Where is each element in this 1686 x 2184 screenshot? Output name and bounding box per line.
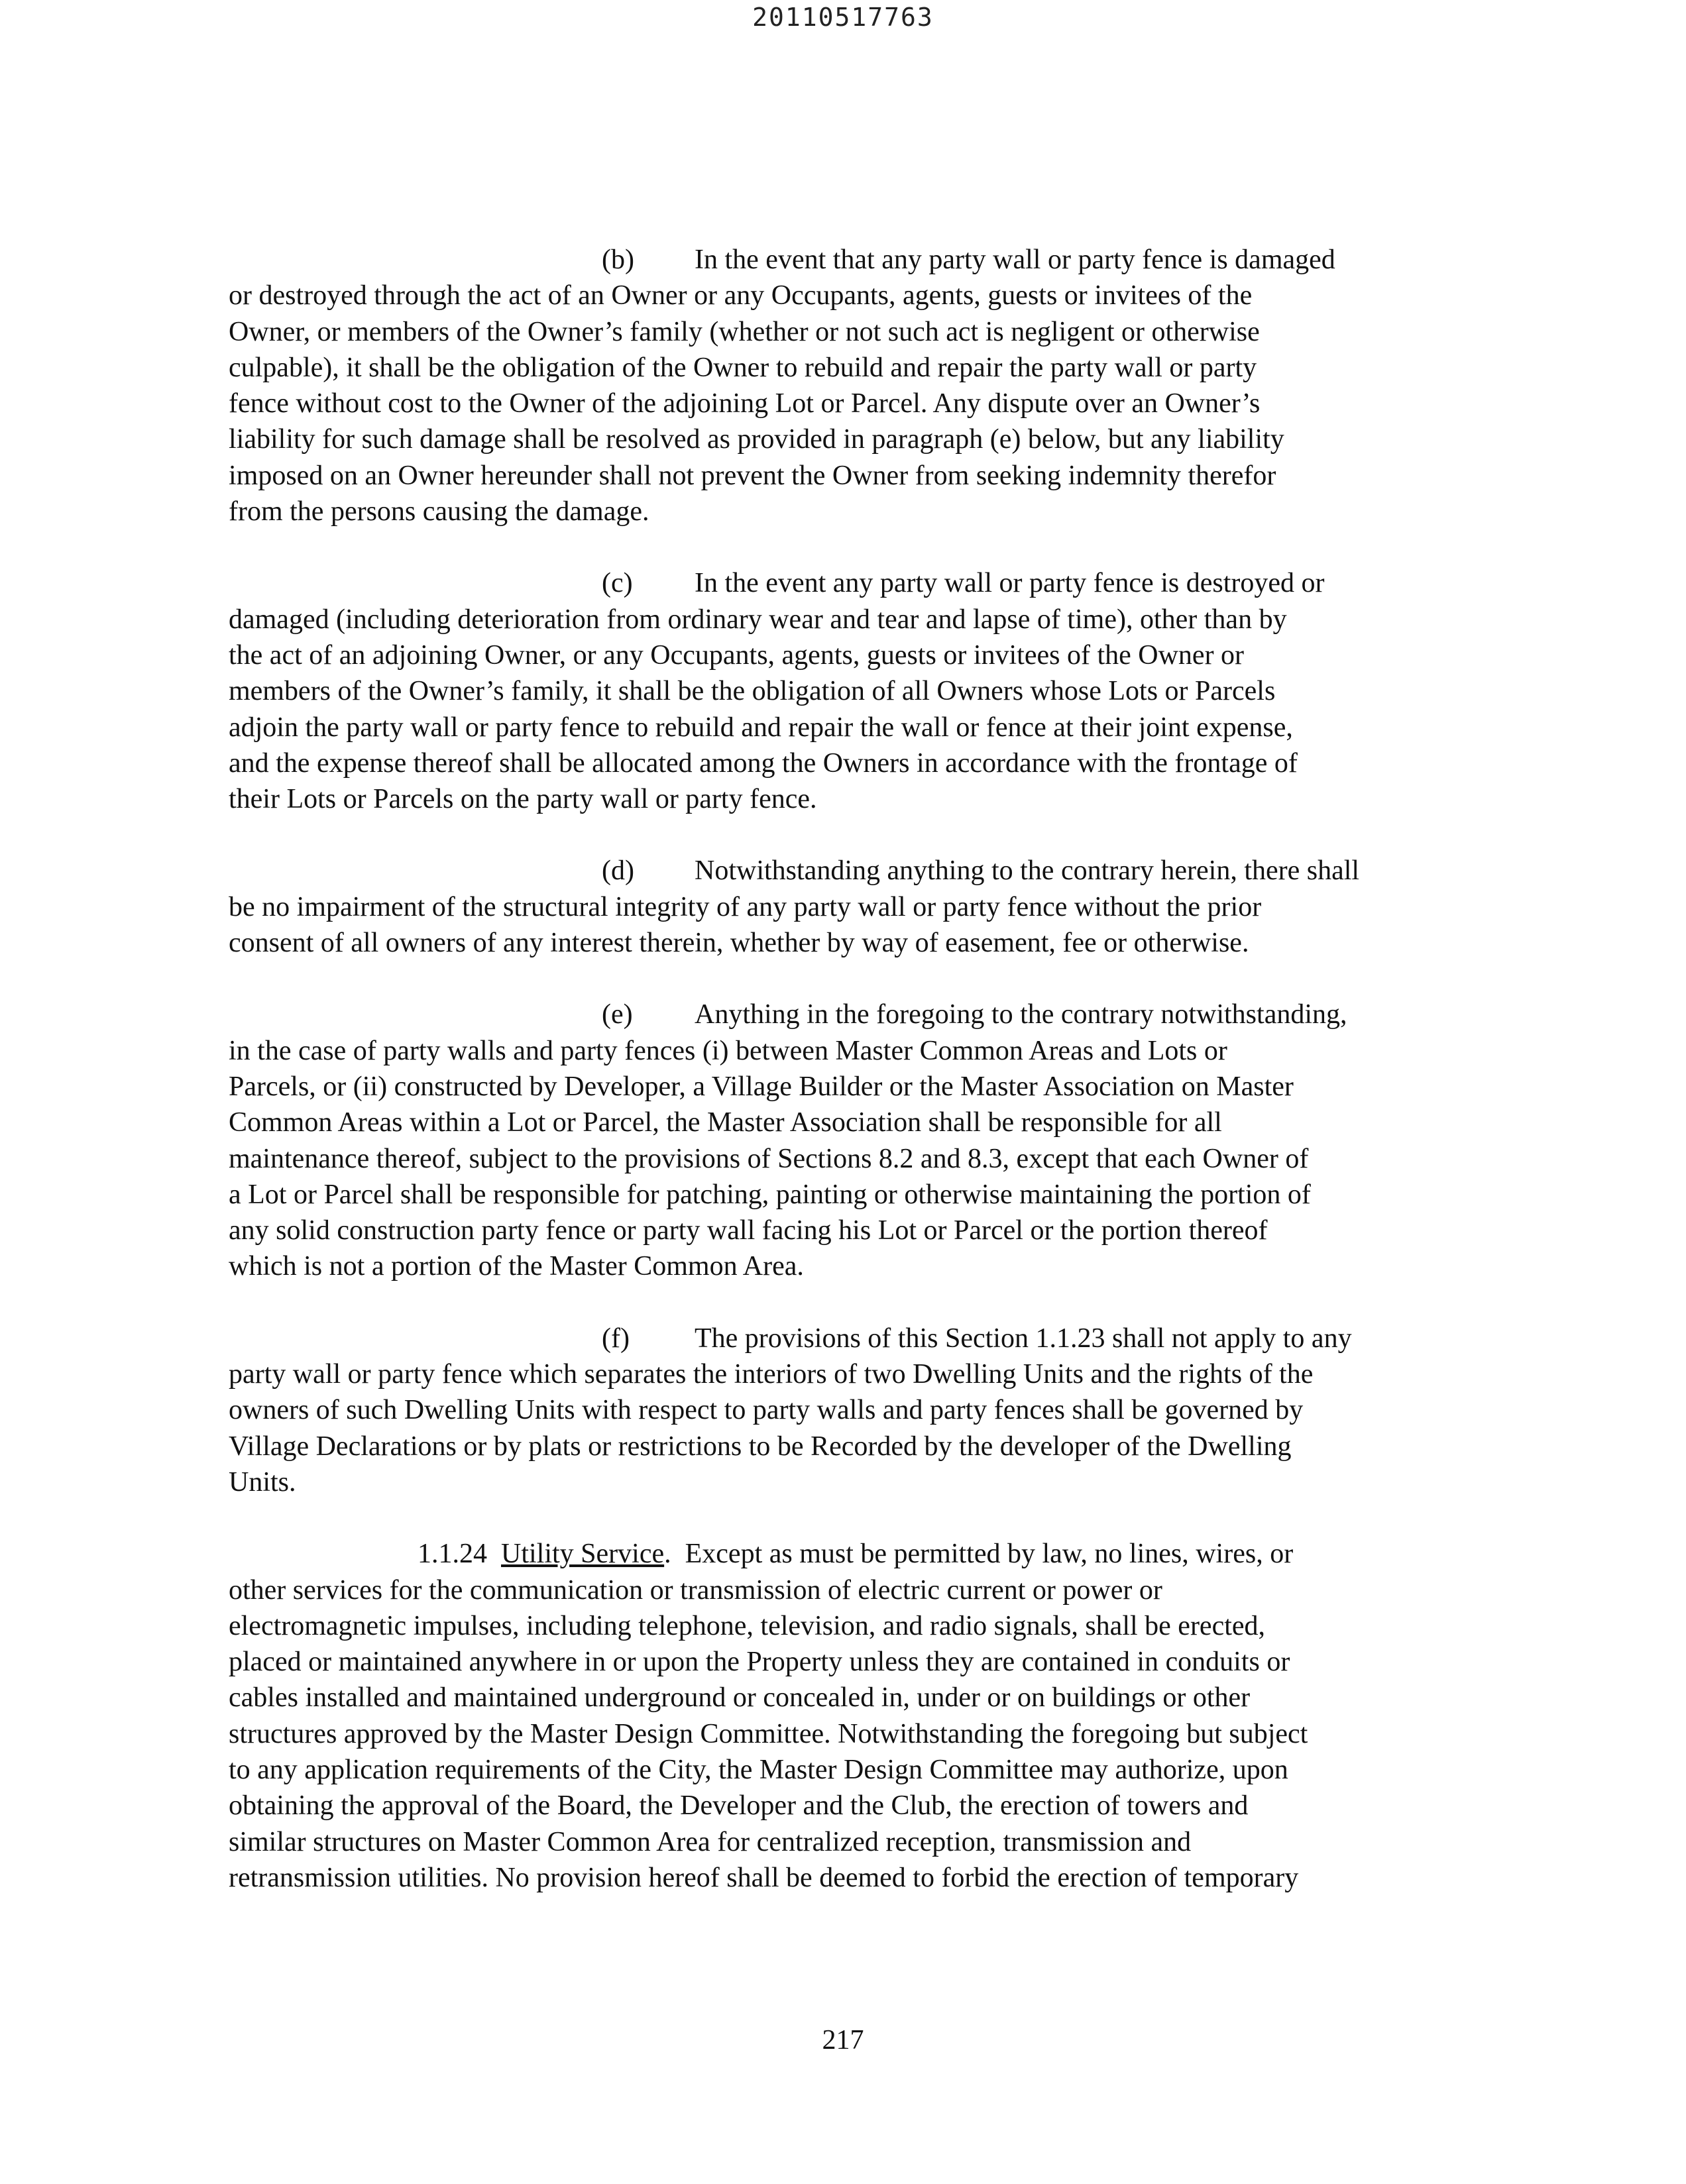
section-line: cables installed and maintained underground or concealed in, under or on buildings or other — [229, 1682, 1251, 1714]
paragraph-label: (b) — [602, 245, 634, 275]
paragraph-line: Notwithstanding anything to the contrary herein, there shall — [695, 855, 1360, 887]
section-line: electromagnetic impulses, including telephone, television, and radio signals, shall be erected, — [229, 1610, 1266, 1641]
paragraph-line: owners of such Dwelling Units with respect to party walls and party fences shall be governed by — [229, 1395, 1304, 1426]
paragraph-line: Owner, or members of the Owner’s family (whether or not such act is negligent or otherwise — [229, 316, 1260, 347]
paragraph-line: their Lots or Parcels on the party wall or party fence. — [229, 784, 817, 815]
paragraph-line: the act of an adjoining Owner, or any Occupants, agents, guests or invitees of the Owner or — [229, 639, 1245, 671]
section-1-1-24 — [229, 1536, 1458, 1896]
paragraph-line: Units. — [229, 1466, 296, 1498]
paragraph-line: members of the Owner’s family, it shall be the obligation of all Owners whose Lots or Parcels — [229, 676, 1276, 707]
paragraph-first-line — [229, 1321, 1458, 1356]
page-number: 217 — [822, 2025, 864, 2055]
paragraph-e — [229, 997, 1458, 1284]
section-line: obtaining the approval of the Board, the Developer and the Club, the erection of towers and — [229, 1790, 1249, 1822]
paragraph-label: (e) — [602, 999, 633, 1030]
section-line: to any application requirements of the City, the Master Design Committee may authorize, upon — [229, 1754, 1288, 1785]
section-number: 1.1.24 — [418, 1539, 487, 1570]
paragraph-line: a Lot or Parcel shall be responsible for patching, painting or otherwise maintaining the portion of — [229, 1179, 1311, 1210]
document-number: 20110517763 — [752, 3, 934, 32]
paragraph-line: fence without cost to the Owner of the adjoining Lot or Parcel. Any dispute over an Owner’s — [229, 388, 1261, 419]
paragraph-line: party wall or party fence which separates the interiors of two Dwelling Units and the rights of the — [229, 1359, 1314, 1390]
paragraph-label: (f) — [602, 1323, 630, 1354]
section-line: placed or maintained anywhere in or upon the Property unless they are contained in conduits or — [229, 1647, 1290, 1678]
paragraph-line: consent of all owners of any interest therein, whether by way of easement, fee or otherwise. — [229, 928, 1249, 959]
paragraph-first-line — [229, 853, 1458, 889]
paragraph-line: which is not a portion of the Master Common Area. — [229, 1251, 804, 1282]
paragraph-line: be no impairment of the structural integrity of any party wall or party fence without the prior — [229, 891, 1262, 922]
section-first-line — [229, 1536, 1458, 1572]
page-body — [229, 242, 1458, 1932]
paragraph-line: and the expense thereof shall be allocated among the Owners in accordance with the frontage of — [229, 747, 1298, 779]
paragraph-line: maintenance thereof, subject to the provisions of Sections 8.2 and 8.3, except that each Owner of — [229, 1143, 1309, 1174]
section-line: other services for the communication or transmission of electric current or power or — [229, 1574, 1162, 1606]
paragraph-label: (c) — [602, 568, 633, 599]
paragraph-line: Parcels, or (ii) constructed by Developer, a Village Builder or the Master Association on Master — [229, 1071, 1294, 1102]
paragraph-first-line — [229, 565, 1458, 601]
paragraph-d — [229, 853, 1458, 961]
paragraph-f — [229, 1321, 1458, 1500]
paragraph-label: (d) — [602, 855, 634, 887]
section-line: Except as must be permitted by law, no lines, wires, or — [685, 1539, 1294, 1570]
paragraph-line: In the event any party wall or party fence is destroyed or — [695, 568, 1325, 599]
paragraph-line: imposed on an Owner hereunder shall not prevent the Owner from seeking indemnity therefor — [229, 460, 1276, 491]
paragraph-c — [229, 565, 1458, 817]
paragraph-line: In the event that any party wall or party fence is damaged — [695, 245, 1335, 275]
paragraph-line: damaged (including deterioration from ordinary wear and tear and lapse of time), other than by — [229, 604, 1287, 635]
paragraph-line: Anything in the foregoing to the contrary notwithstanding, — [695, 999, 1347, 1030]
section-line: retransmission utilities. No provision hereof shall be deemed to forbid the erection of temporary — [229, 1862, 1299, 1893]
paragraph-line: from the persons causing the damage. — [229, 496, 649, 527]
paragraph-first-line — [229, 242, 1458, 278]
section-line: similar structures on Master Common Area for centralized reception, transmission and — [229, 1826, 1192, 1857]
paragraph-line: adjoin the party wall or party fence to rebuild and repair the wall or fence at their joint expense, — [229, 712, 1293, 743]
paragraph-line: Village Declarations or by plats or restrictions to be Recorded by the developer of the Dwelling — [229, 1431, 1292, 1462]
paragraph-line: any solid construction party fence or party wall facing his Lot or Parcel or the portion thereof — [229, 1215, 1268, 1246]
paragraph-line: The provisions of this Section 1.1.23 shall not apply to any — [695, 1323, 1352, 1354]
section-title-suffix: . — [664, 1539, 671, 1570]
paragraph-line: in the case of party walls and party fences (i) between Master Common Areas and Lots or — [229, 1035, 1227, 1066]
paragraph-line: Common Areas within a Lot or Parcel, the Master Association shall be responsible for all — [229, 1107, 1222, 1138]
paragraph-b — [229, 242, 1458, 529]
paragraph-line: liability for such damage shall be resolved as provided in paragraph (e) below, but any liability — [229, 424, 1284, 455]
paragraph-line: or destroyed through the act of an Owner or any Occupants, agents, guests or invitees of the — [229, 280, 1253, 311]
section-line: structures approved by the Master Design Committee. Notwithstanding the foregoing but subject — [229, 1718, 1308, 1749]
paragraph-first-line — [229, 997, 1458, 1032]
section-title: Utility Service — [501, 1539, 665, 1570]
paragraph-line: culpable), it shall be the obligation of the Owner to rebuild and repair the party wall or party — [229, 352, 1257, 383]
